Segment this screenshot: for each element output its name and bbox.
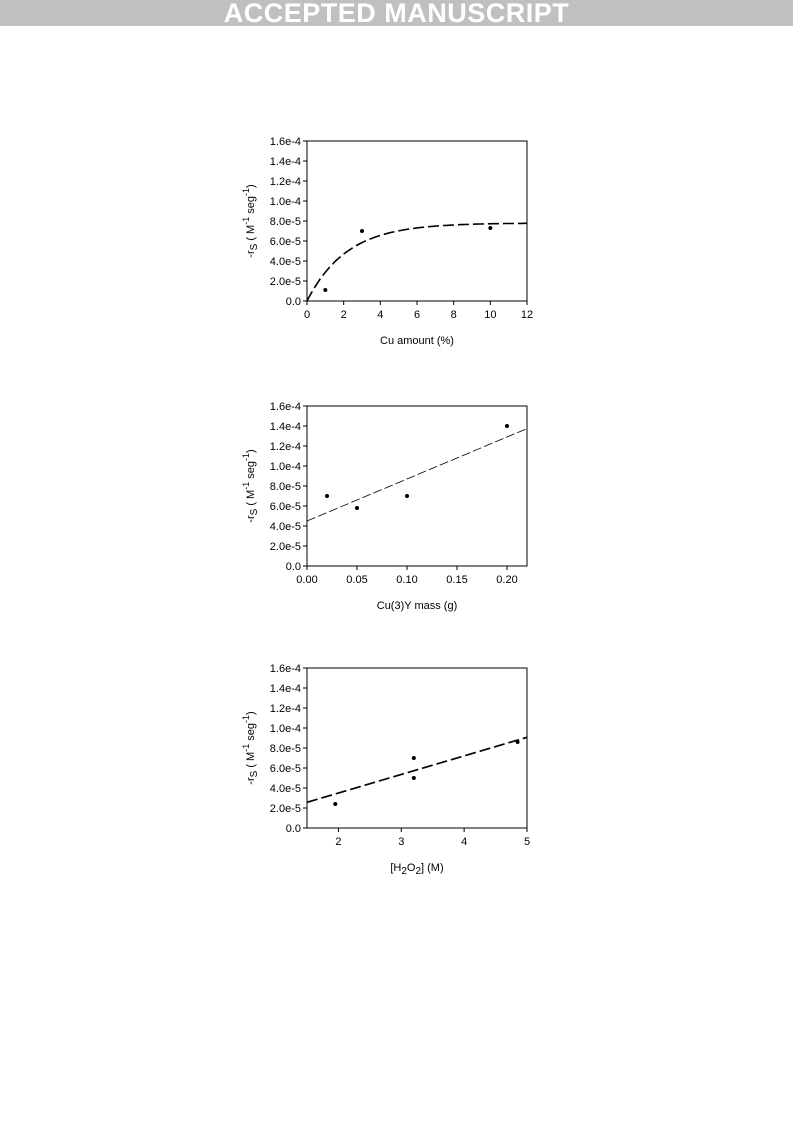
data-point [505,424,509,428]
x-axis-label: Cu amount (%) [380,335,454,347]
plot-frame [307,668,527,828]
y-axis-label: -rS ( M-1 seg-1) [241,449,260,523]
y-tick-label: 1.0e-4 [269,196,301,208]
y-tick-label: 1.2e-4 [269,441,301,453]
y-tick-label: 4.0e-5 [269,521,301,533]
y-tick-label: 1.2e-4 [269,703,301,715]
x-tick-label: 0.05 [346,574,368,586]
fit-line [307,223,527,301]
fit-line [307,737,527,802]
y-tick-label: 1.4e-4 [269,421,301,433]
x-tick-label: 4 [377,309,384,321]
y-axis-label: -rS ( M-1 seg-1) [241,184,260,258]
y-tick-label: 1.4e-4 [269,156,301,168]
x-tick-label: 10 [484,309,497,321]
x-tick-label: 0.15 [446,574,468,586]
y-tick-label: 6.0e-5 [269,501,301,513]
plot-frame [307,406,527,566]
y-tick-label: 0.0 [285,296,301,308]
chart-cu-amount [0,130,793,360]
y-tick-label: 8.0e-5 [269,216,301,228]
y-tick-label: 2.0e-5 [269,541,301,553]
x-tick-label: 12 [520,309,534,321]
banner-text: ACCEPTED MANUSCRIPT [223,0,570,28]
data-point [405,494,409,498]
y-tick-label: 4.0e-5 [269,256,301,268]
x-tick-label: 0.00 [296,574,318,586]
x-tick-label: 8 [450,309,457,321]
data-point [325,494,329,498]
data-point [412,776,416,780]
data-point [488,226,492,230]
x-tick-label: 0.10 [396,574,418,586]
data-point [333,802,337,806]
y-tick-label: 6.0e-5 [269,763,301,775]
y-tick-label: 1.0e-4 [269,723,301,735]
y-axis-label: -rS ( M-1 seg-1) [241,711,260,785]
data-point [360,229,364,233]
chart-cu3y-mass [0,395,793,625]
x-tick-label: 2 [340,309,347,321]
chart-h2o2-concentration [0,657,793,887]
y-tick-label: 6.0e-5 [269,236,301,248]
y-tick-label: 2.0e-5 [269,276,301,288]
y-tick-label: 1.0e-4 [269,461,301,473]
x-tick-label: 0.20 [496,574,518,586]
x-tick-label: 5 [523,836,531,848]
x-tick-label: 2 [335,836,342,848]
x-axis-label: Cu(3)Y mass (g) [376,600,458,612]
data-point [323,288,327,292]
accepted-manuscript-banner [0,0,793,26]
x-tick-label: 3 [398,836,405,848]
y-tick-label: 1.4e-4 [269,683,301,695]
data-point [516,740,520,744]
y-tick-label: 1.2e-4 [269,176,301,188]
y-tick-label: 4.0e-5 [269,783,301,795]
x-tick-label: 6 [413,309,421,321]
y-tick-label: 0.0 [285,561,301,573]
data-point [412,756,416,760]
data-point [355,506,359,510]
y-tick-label: 0.0 [285,823,301,835]
y-tick-label: 1.6e-4 [269,136,301,148]
x-tick-label: 0 [303,309,311,321]
y-tick-label: 2.0e-5 [269,803,301,815]
fit-line [307,429,527,521]
y-tick-label: 8.0e-5 [269,481,301,493]
y-tick-label: 1.6e-4 [269,663,301,675]
y-tick-label: 1.6e-4 [269,401,301,413]
x-tick-label: 4 [461,836,468,848]
x-axis-label: [H2O2] (M) [390,862,444,877]
y-tick-label: 8.0e-5 [269,743,301,755]
plot-frame [307,141,527,301]
